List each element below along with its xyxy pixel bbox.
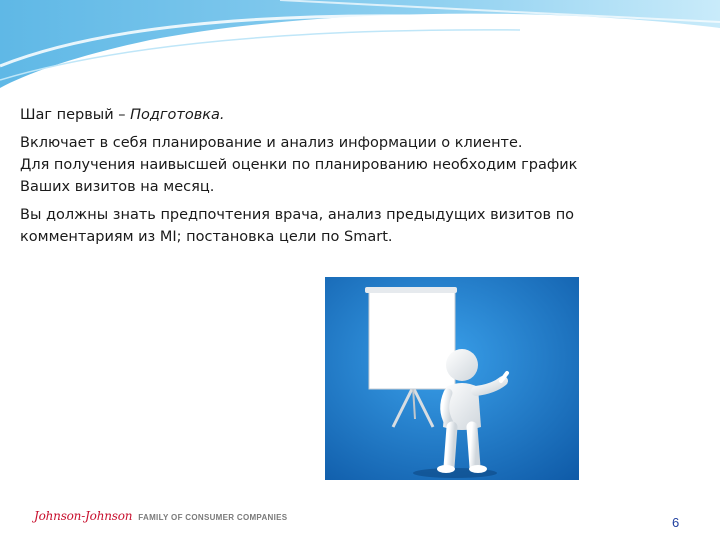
paragraph-2-line-2: комментариям из MI; постановка цели по Smart.: [20, 229, 393, 245]
paragraph-1-line-3: Ваших визитов на месяц.: [20, 179, 215, 195]
step-prefix: Шаг первый –: [20, 107, 131, 123]
header-wave-decoration: [0, 0, 720, 90]
page-number: 6: [672, 515, 680, 530]
step-title: [20, 104, 660, 126]
paragraph-1-line-1: Включает в себя планирование и анализ информации о клиенте.: [20, 135, 523, 151]
slide-body: [20, 104, 660, 248]
footer-logo: [34, 509, 287, 525]
person-pointing-at-flipchart-icon: [325, 277, 579, 480]
paragraph-2-line-1: Вы должны знать предпочтения врача, анализ предыдущих визитов по: [20, 207, 575, 223]
step-name: Подготовка.: [130, 107, 225, 123]
brand-name: Johnson-Johnson: [34, 509, 133, 523]
paragraph-1-line-2: Для получения наивысшей оценки по планированию необходим график: [20, 157, 578, 173]
brand-tagline: FAMILY OF CONSUMER COMPANIES: [138, 513, 288, 522]
